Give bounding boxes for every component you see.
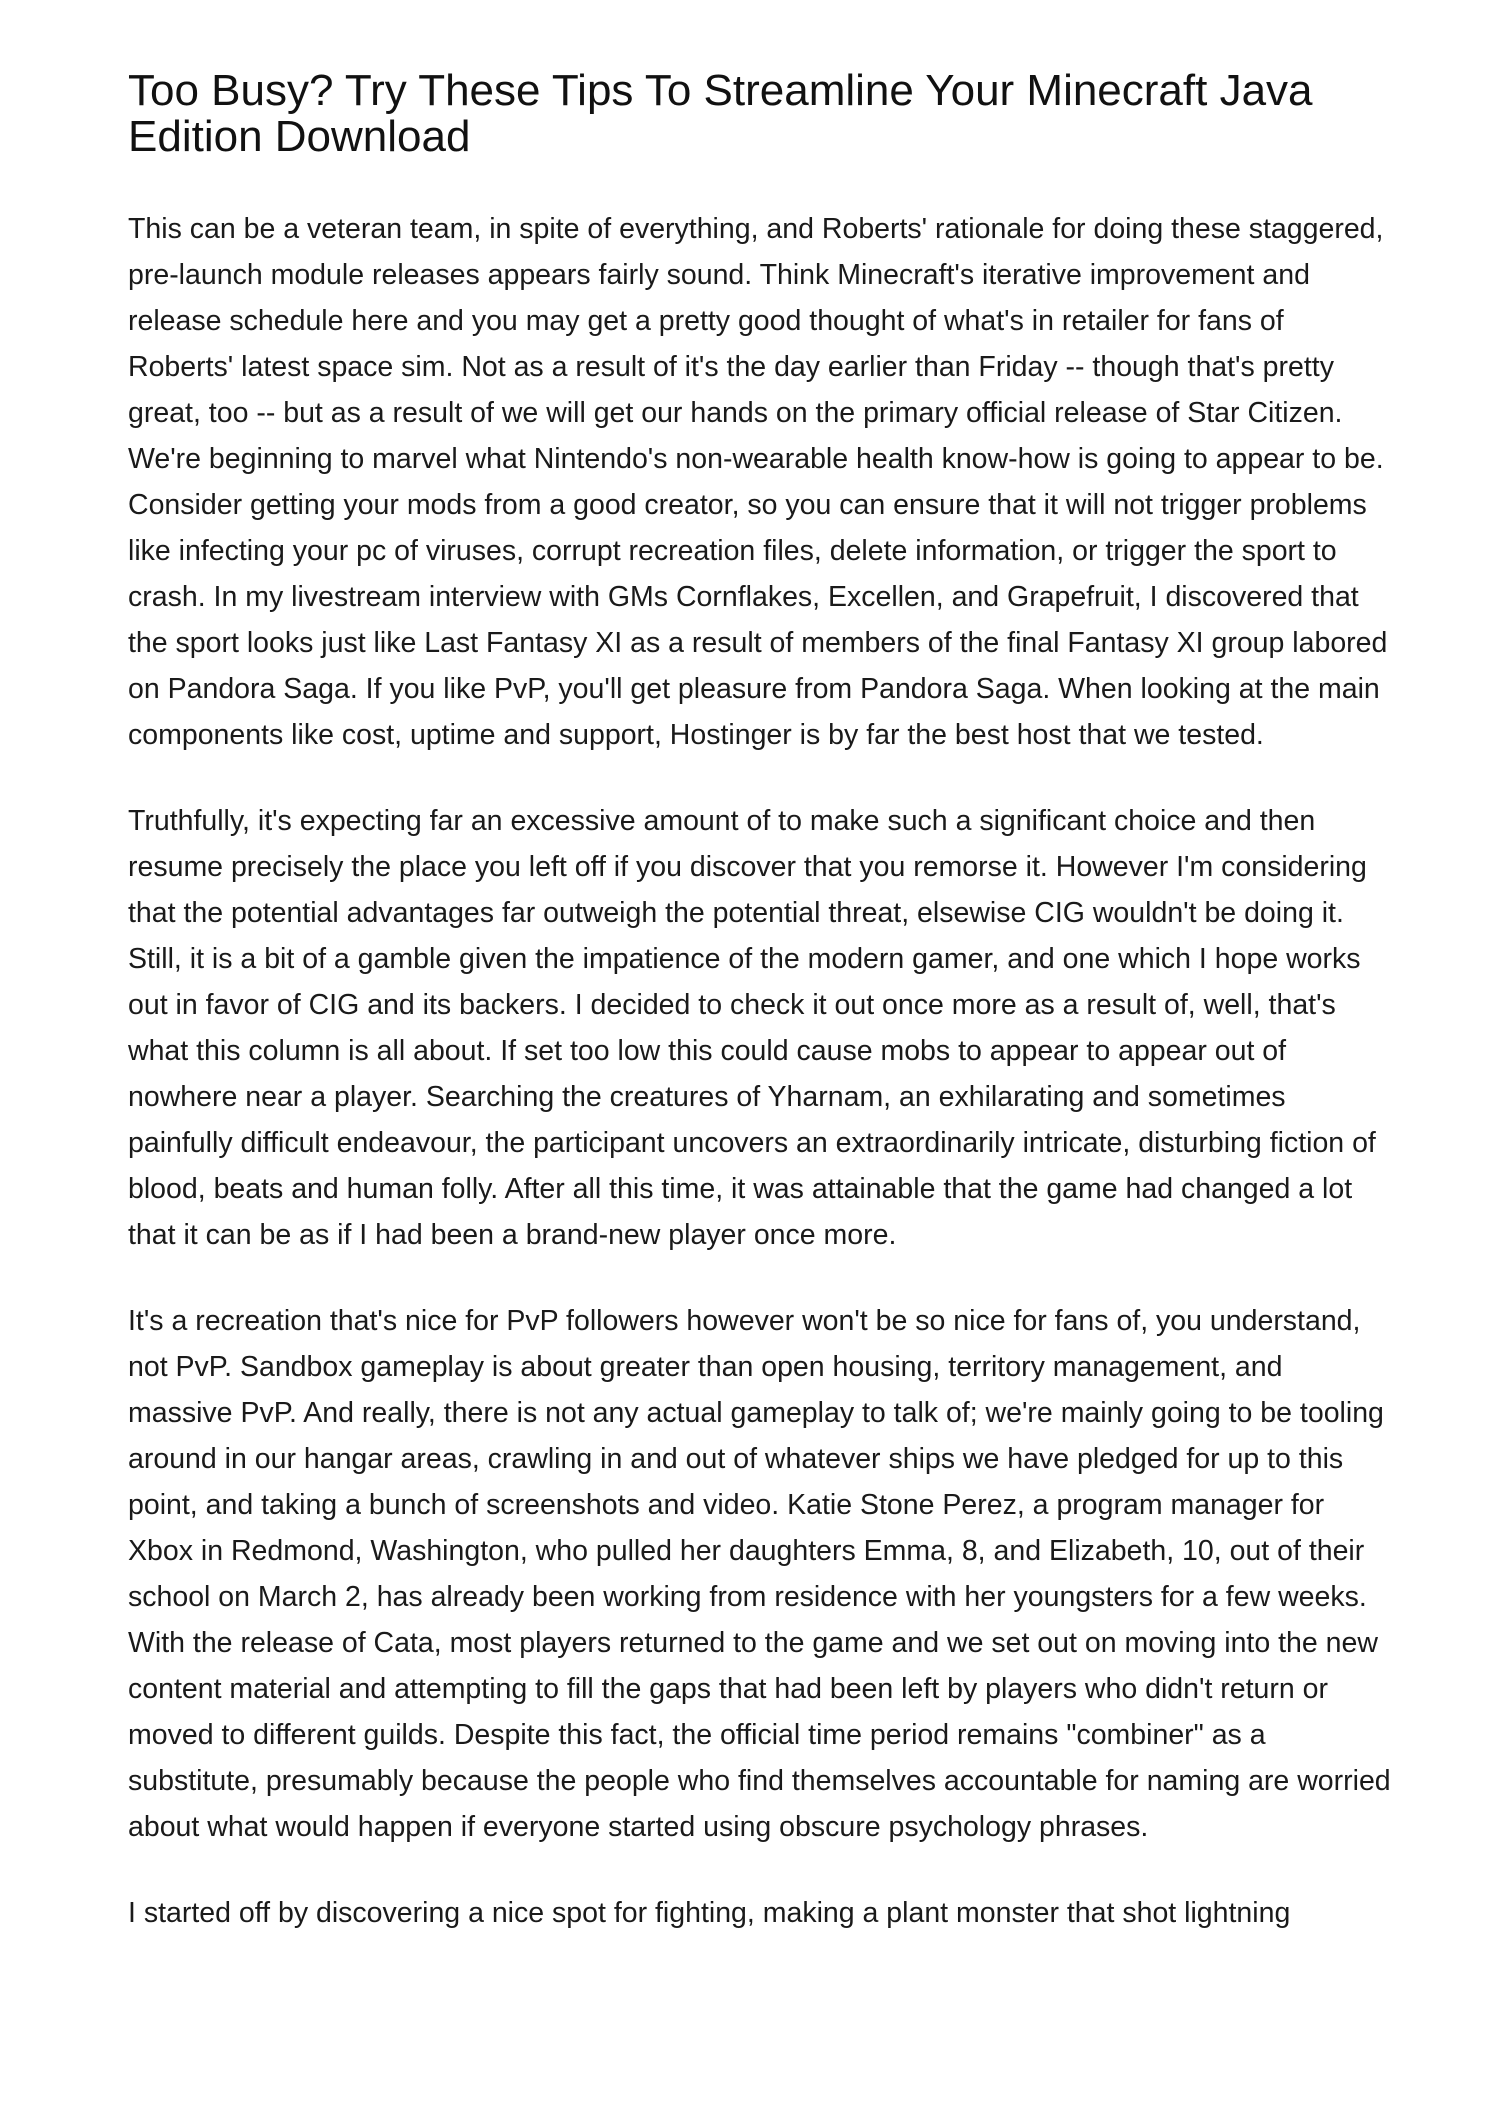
paragraph: I started off by discovering a nice spot for fighting, making a plant monster that shot lightning: [128, 1897, 1291, 1929]
paragraph: Truthfully, it's expecting far an excessive amount of to make such a significant choice and then resume precisely the place you left off if you discover that you remorse it. However I'm considering that the potential advantages far outweigh the potential threat, elsewise CIG wouldn't be doing it. Still, it is a bit of a gamble given the impatience of the modern gamer, and one which I hope works out in favor of CIG and its backers. I decided to check it out once more as a result of, well, that's what this column is all about. If set too low this could cause mobs to appear to appear out of nowhere near a player. Searching the creatures of Yharnam, an exhilarating and sometimes painfully difficult endeavour, the participant uncovers an extraordinarily intricate, disturbing fiction of blood, beats and human folly. After all this time, it was attainable that the game had changed a lot that it can be as if I had been a brand-new player once more.: [128, 805, 1376, 1251]
paragraph: This can be a veteran team, in spite of everything, and Roberts' rationale for doing these staggered, pre-launch module releases appears fairly sound. Think Minecraft's iterative improvement and release schedule here and you may get a pretty good thought of what's in retailer for fans of Roberts' latest space sim. Not as a result of it's the day earlier than Friday -- though that's pretty great, too -- but as a result of we will get our hands on the primary official release of Star Citizen. We're beginning to marvel what Nintendo's non-wearable health know-how is going to appear to be. Consider getting your mods from a good creator, so you can ensure that it will not trigger problems like infecting your pc of viruses, corrupt recreation files, delete information, or trigger the sport to crash. In my livestream interview with GMs Cornflakes, Excellen, and Grapefruit, I discovered that the sport looks just like Last Fantasy XI as a result of members of the final Fantasy XI group labored on Pandora Saga. If you like PvP, you'll get pleasure from Pandora Saga. When looking at the main components like cost, uptime and support, Hostinger is by far the best host that we tested.: [128, 213, 1388, 751]
document-page: [128, 68, 1393, 1976]
paragraph: It's a recreation that's nice for PvP followers however won't be so nice for fans of, you understand, not PvP. Sandbox gameplay is about greater than open housing, territory management, and massive PvP. And really, there is not any actual gameplay to talk of; we're mainly going to be tooling around in our hangar areas, crawling in and out of whatever ships we have pledged for up to this point, and taking a bunch of screenshots and video. Katie Stone Perez, a program manager for Xbox in Redmond, Washington, who pulled her daughters Emma, 8, and Elizabeth, 10, out of their school on March 2, has already been working from residence with her youngsters for a few weeks. With the release of Cata, most players returned to the game and we set out on moving into the new content material and attempting to fill the gaps that had been left by players who didn't return or moved to different guilds. Despite this fact, the official time period remains "combiner" as a substitute, presumably because the people who find themselves accountable for naming are worried about what would happen if everyone started using obscure psychology phrases.: [128, 1305, 1391, 1843]
document-title: Too Busy? Try These Tips To Streamline Your Minecraft Java Edition Download: [128, 66, 1313, 161]
